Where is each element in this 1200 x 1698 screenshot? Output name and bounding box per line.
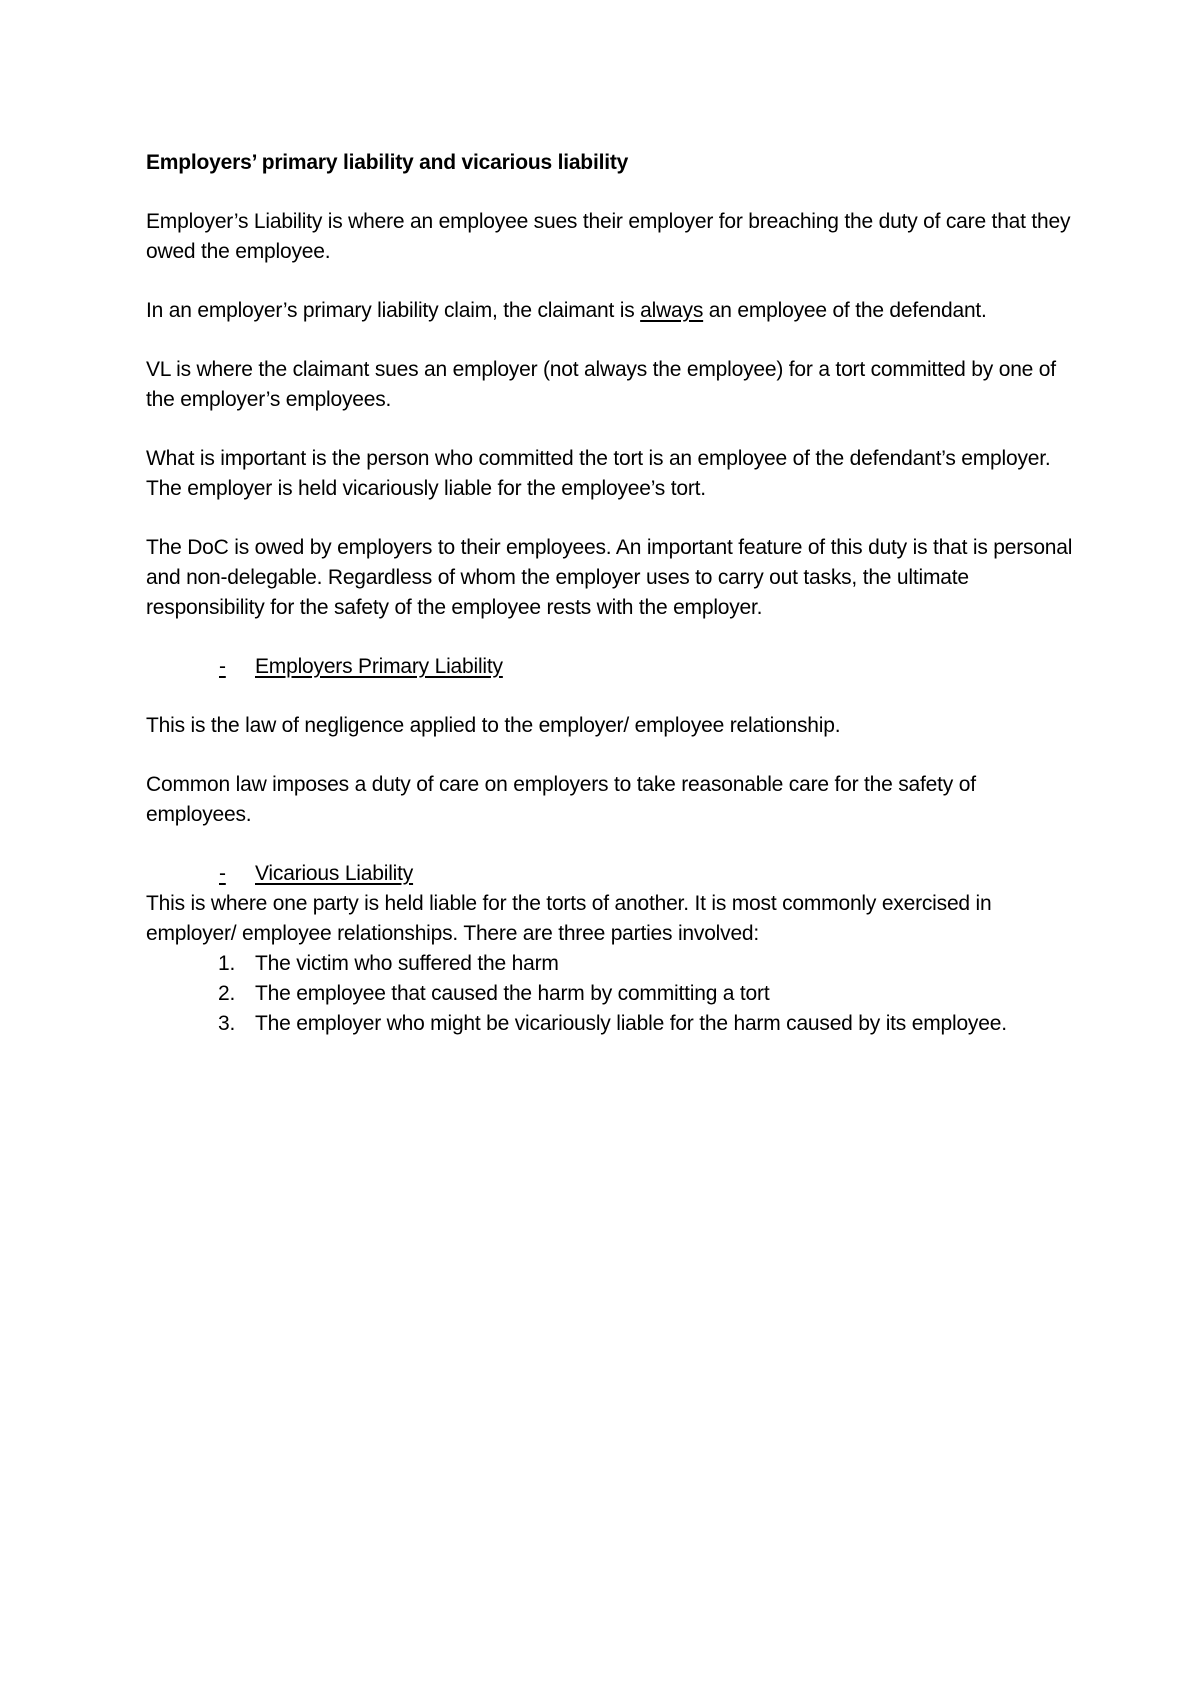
list-item (146, 979, 1076, 1009)
section-heading-primary-liability (146, 652, 1076, 682)
list-text: The employer who might be vicariously liable for the harm caused by its employee. (255, 1012, 1007, 1035)
paragraph-common-law: Common law imposes a duty of care on employers to take reasonable care for the safety of employees. (146, 773, 976, 826)
paragraph-primary-liability-claim (146, 296, 1076, 326)
parties-list (146, 949, 1076, 1039)
underlined-word: always (640, 299, 704, 322)
list-item (146, 1009, 1076, 1039)
paragraph-negligence: This is the law of negligence applied to the employer/ employee relationship. (146, 714, 841, 737)
paragraph-duty-of-care: The DoC is owed by employers to their employees. An important feature of this duty is that is personal and non-delegable. Regardless of whom the employer uses to carry out tasks, the ultimate responsibility for the safety of the employee rests with the employer. (146, 536, 1073, 619)
paragraph-text: In an employer’s primary liability claim, the claimant is (146, 299, 641, 322)
section-heading-vicarious-liability (146, 859, 1076, 889)
list-item (146, 949, 1076, 979)
list-text: The victim who suffered the harm (255, 952, 559, 975)
list-number: 1. (218, 952, 236, 975)
heading-label: Vicarious Liability (255, 862, 414, 885)
paragraph-text: an employee of the defendant. (703, 299, 987, 322)
list-number: 3. (218, 1012, 236, 1035)
paragraph-vicarious-definition: This is where one party is held liable for the torts of another. It is most commonly exercised in employer/ employee relationships. There are three parties involved: (146, 892, 992, 945)
heading-dash: - (219, 655, 226, 678)
paragraph-important-point: What is important is the person who committed the tort is an employee of the defendant’s employer. The employer is held vicariously liable for the employee’s tort. (146, 447, 1051, 500)
document-body (146, 148, 1076, 1039)
paragraph-employers-liability: Employer’s Liability is where an employee sues their employer for breaching the duty of care that they owed the employee. (146, 210, 1071, 263)
list-number: 2. (218, 982, 236, 1005)
paragraph-vl-definition: VL is where the claimant sues an employer (not always the employee) for a tort committed by one of the employer’s employees. (146, 358, 1056, 411)
heading-label: Employers Primary Liability (255, 655, 503, 678)
document-title: Employers’ primary liability and vicarious liability (146, 151, 629, 174)
list-text: The employee that caused the harm by committing a tort (255, 982, 770, 1005)
heading-dash: - (219, 862, 226, 885)
